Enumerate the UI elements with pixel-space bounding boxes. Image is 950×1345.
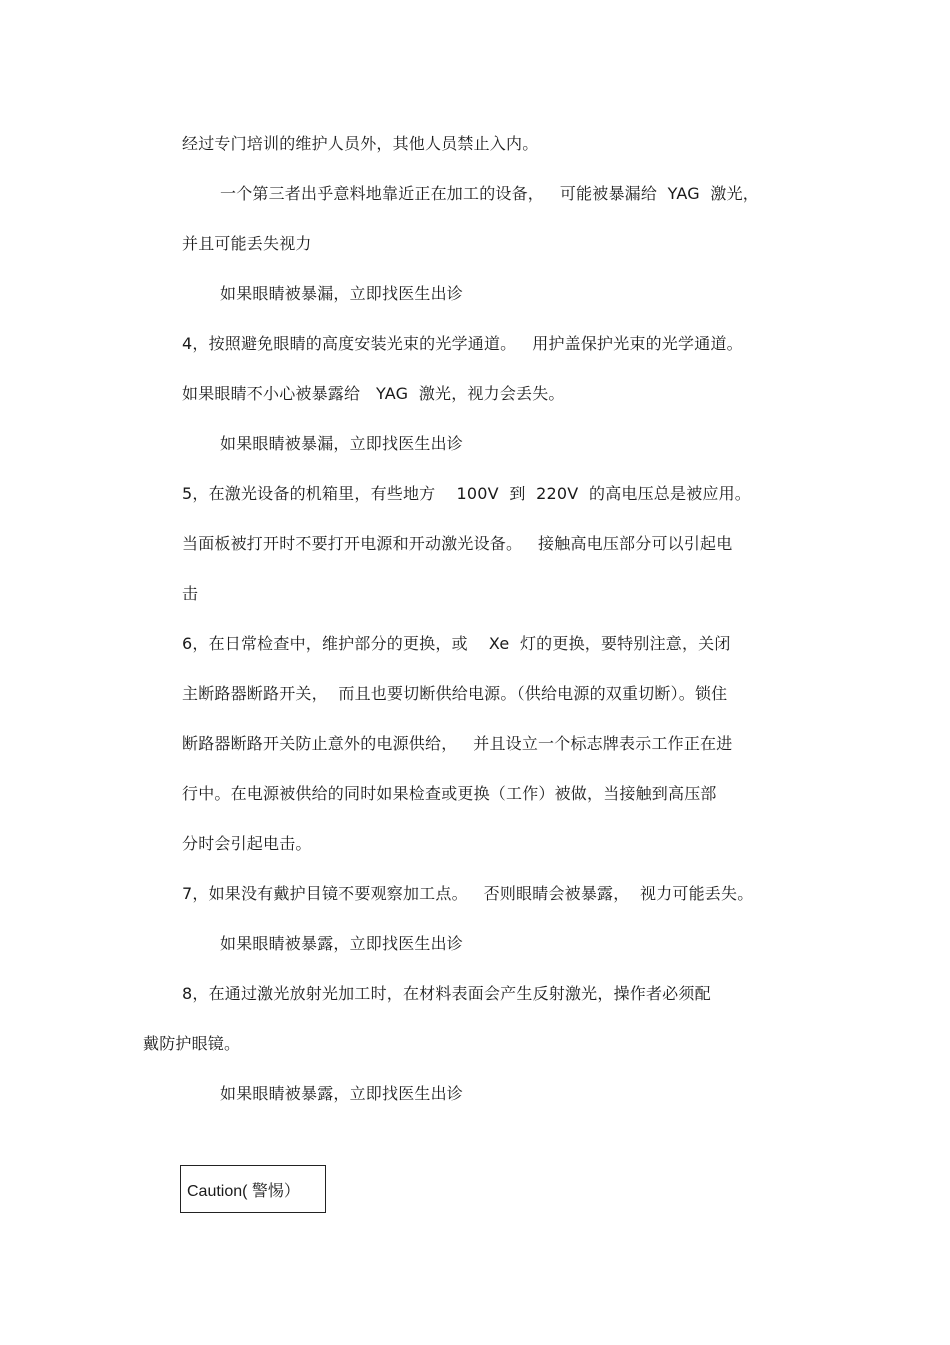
text-line-6: 如果眼睛不小心被暴露给 YAG 激光，视力会丢失。	[182, 384, 565, 403]
text-line-16: 7，如果没有戴护目镜不要观察加工点。 否则眼睛会被暴露， 视力可能丢失。	[182, 884, 754, 903]
text-line-4: 如果眼睛被暴漏，立即找医生出诊	[220, 284, 464, 303]
text-line-9: 当面板被打开时不要打开电源和开动激光设备。 接触高电压部分可以引起电	[182, 534, 733, 553]
text-line-12: 主断路器断路开关， 而且也要切断供给电源。（供给电源的双重切断）。锁住	[182, 684, 728, 703]
text-line-5: 4，按照避免眼睛的高度安装光束的光学通道。 用护盖保护光束的光学通道。	[182, 334, 743, 353]
text-line-20: 如果眼睛被暴露，立即找医生出诊	[220, 1084, 464, 1103]
text-line-7: 如果眼睛被暴漏，立即找医生出诊	[220, 434, 464, 453]
text-line-18: 8，在通过激光放射光加工时，在材料表面会产生反射激光，操作者必须配	[182, 984, 711, 1003]
text-line-14: 行中。在电源被供给的同时如果检查或更换（工作）被做，当接触到高压部	[182, 784, 717, 803]
text-line-13: 断路器断路开关防止意外的电源供给， 并且设立一个标志牌表示工作正在进	[182, 734, 733, 753]
caution-label: Caution( 警惕）	[187, 1183, 300, 1200]
text-line-19: 戴防护眼镜。	[143, 1034, 241, 1053]
text-line-3: 并且可能丢失视力	[182, 234, 312, 253]
text-line-8: 5，在激光设备的机箱里，有些地方 100V 到 220V 的高电压总是被应用。	[182, 484, 752, 503]
text-line-17: 如果眼睛被暴露，立即找医生出诊	[220, 934, 464, 953]
text-line-11: 6，在日常检查中，维护部分的更换，或 Xe 灯的更换，要特别注意，关闭	[182, 634, 731, 653]
text-line-2: 一个第三者出乎意料地靠近正在加工的设备， 可能被暴漏给 YAG 激光，	[220, 184, 759, 203]
text-line-15: 分时会引起电击。	[182, 834, 312, 853]
text-line-10: 击	[182, 584, 199, 603]
caution-box	[180, 1165, 326, 1213]
text-line-1: 经过专门培训的维护人员外，其他人员禁止入内。	[182, 134, 539, 153]
